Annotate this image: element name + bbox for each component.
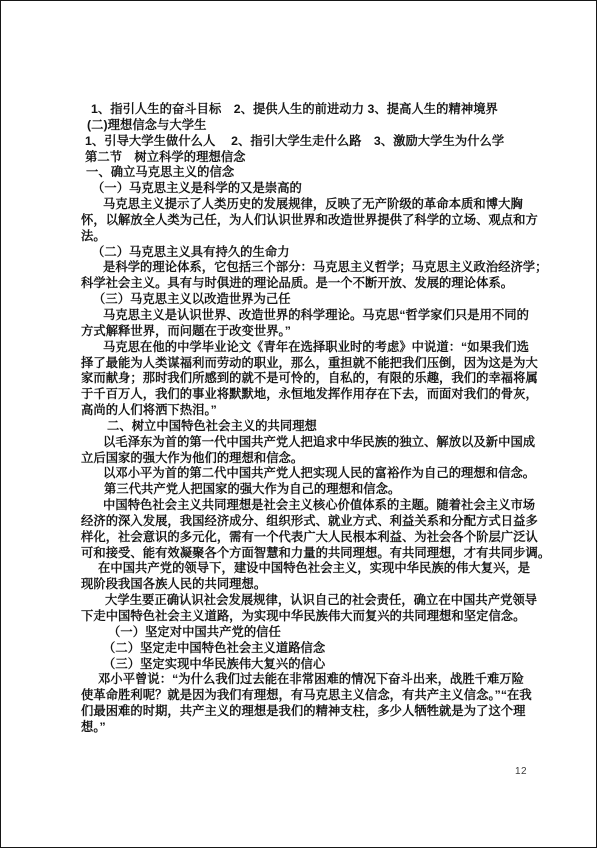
text-line: 以邓小平为首的第二代中国共产党人把实现人民的富裕作为自己的理想和信念。 [103,466,536,481]
text-line: （二）马克思主义具有持久的生命力 [92,244,290,259]
text-line: 第二节 树立科学的理想信念 [85,149,246,164]
text-line: (二)理想信念与大学生 [87,117,207,132]
text-line: 以毛泽东为首的第一代中国共产党人把追求中华民族的独立、解放以及新中国成 [103,434,536,449]
text-line: 现阶段我国各族人民的共同理想。 [81,577,267,592]
text-line: 立后国家的强大作为他们的理想和信念。 [81,450,304,465]
text-line: 中国特色社会主义共同理想是社会主义核心价值体系的主题。随着社会主义市场 [103,498,536,513]
text-line: 想。” [81,719,106,734]
text-line: （一）马克思主义是科学的又是崇高的 [92,181,302,196]
text-line: 邓小平曾说：“为什么我们过去能在非常困难的情况下奋斗出来，战胜千难万险 [98,672,524,687]
text-line: 法。 [81,228,106,243]
text-line: 是科学的理论体系，它包括三个部分：马克思主义哲学；马克思主义政治经济学； [103,260,548,275]
text-line: （三）坚定实现中华民族伟大复兴的信心 [103,656,326,671]
text-line: 马克思主义是认识世界、改造世界的科学理论。马克思“哲学家们只是用不同的 [103,307,529,322]
text-line: 一、确立马克思主义的信念 [86,165,235,180]
text-line: 1、指引人生的奋斗目标 2、提供人生的前进动力 3、提高人生的精神境界 [91,102,498,116]
page-number: 12 [515,766,528,777]
text-line: 在中国共产党的领导下，建设中国特色社会主义，实现中华民族的伟大复兴，是 [98,561,531,576]
text-line: （一）坚定对中国共产党的信任 [108,624,281,639]
text-line: 马克思主义提示了人类历史的发展规律，反映了无产阶级的革命本质和博大胸 [103,197,523,212]
text-line: 可和接受、能有效凝聚各个方面智慧和力量的共同理想。有共同理想，才有共同步调。 [81,545,551,560]
text-line: 使革命胜利呢？就是因为我们有理想，有马克思主义信念，有共产主义信念。”“在我 [81,688,532,703]
text-line: 科学社会主义。具有与时俱进的理论品质。是一个不断开放、发展的理论体系。 [81,276,514,291]
text-line: 经济的深入发展，我国经济成分、组织形式、就业方式、利益关系和分配方式日益多 [81,513,538,528]
text-line: （三）马克思主义以改造世界为己任 [93,292,291,307]
text-line: 家而献身；那时我们所感到的就不是可怜的，自私的，有限的乐趣，我们的幸福将属 [81,371,538,386]
text-line: （二）坚定走中国特色社会主义道路信念 [103,640,326,655]
text-line: 择了最能为人类谋福利而劳动的职业，那么，重担就不能把我们压倒，因为这是为大 [81,355,538,370]
text-line: 们最困难的时期，共产主义的理想是我们的精神支柱，多少人牺牲就是为了这个理 [81,704,526,719]
text-line: 样化，社会意识的多元化，需有一个代表广大人民根本利益、为社会各个阶层广泛认 [81,529,538,544]
text-line: 1、引导大学生做什么人 2、指引大学生走什么路 3、激励大学生为什么学 [85,133,505,148]
text-line: 方式解释世界，而问题在于改变世界。” [81,323,291,338]
text-line: 怀，以解放全人类为己任，为人们认识世界和改造世界提供了科学的立场、观点和方 [81,212,538,227]
text-line: 第三代共产党人把国家的强大作为自己的理想和信念。 [104,482,401,497]
text-line: 于千百万人，我们的事业将默默地，永恒地发挥作用存在下去，而面对我们的骨灰， [81,387,538,402]
text-line: 下走中国特色社会主义道路，为实现中华民族伟大而复兴的共同理想和坚定信念。 [81,609,526,623]
text-block [81,102,556,736]
text-line: 马克思在他的中学毕业论文《青年在选择职业时的考虑》中说道：“如果我们选 [103,339,529,354]
text-line: 大学生要正确认识社会发展规律，认识自己的社会责任，确立在中国共产党领导 [105,593,538,608]
text-line: 高尚的人们将洒下热泪。” [81,403,217,418]
text-line: 二、树立中国特色社会主义的共同理想 [107,418,317,433]
